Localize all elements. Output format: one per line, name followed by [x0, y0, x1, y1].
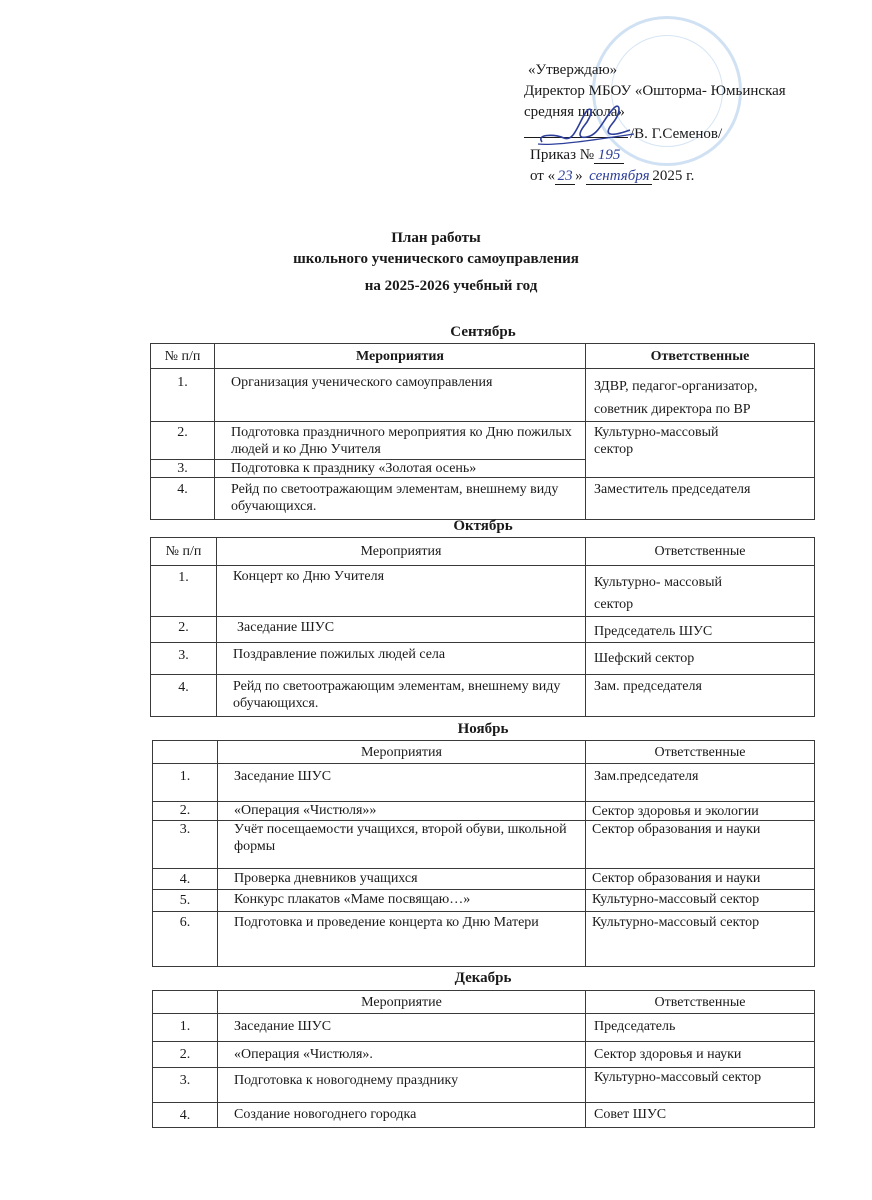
row-number: 3. [153, 1068, 218, 1103]
row-event: Конкурс плакатов «Маме посвящаю…» [218, 890, 586, 912]
table-row [153, 821, 815, 869]
header-responsible: Ответственные [586, 538, 815, 566]
approval-director-line: Директор МБОУ «Ошторма- Юмьинская [524, 83, 786, 99]
row-event: Заседание ШУС [217, 617, 586, 643]
row-number: 3. [151, 460, 215, 478]
row-responsible: Председатель [586, 1014, 815, 1042]
row-responsible: Сектор здоровья и науки [586, 1042, 815, 1068]
row-number: 1. [153, 1014, 218, 1042]
row-event: «Операция «Чистюля»» [218, 802, 586, 821]
header-number: № п/п [151, 538, 217, 566]
row-number: 4. [151, 675, 217, 717]
row-number: 3. [153, 821, 218, 869]
table-row [153, 802, 815, 821]
row-number: 2. [153, 802, 218, 821]
row-event: Учёт посещаемости учащихся, второй обуви, школьной формы [218, 821, 586, 869]
row-event: Проверка дневников учащихся [218, 869, 586, 890]
table-row [151, 478, 815, 520]
header-events: Мероприятия [215, 344, 586, 369]
table-row [153, 890, 815, 912]
approval-signer: /В. Г.Семенов/ [630, 126, 723, 142]
month-heading-september: Сентябрь [450, 324, 516, 340]
row-number: 1. [151, 566, 217, 617]
row-number: 2. [151, 617, 217, 643]
plan-subtitle: школьного ученического самоуправления [293, 251, 579, 267]
date-mid: » [575, 168, 583, 184]
order-label: Приказ № [530, 147, 595, 163]
approval-date-line [524, 166, 854, 187]
date-year: 2025 г. [652, 168, 695, 184]
table-row [151, 617, 815, 643]
row-number: 4. [151, 478, 215, 520]
row-responsible: Сектор здоровья и экологии [586, 802, 815, 821]
row-event: Организация ученического самоуправления [215, 369, 586, 422]
row-event: Рейд по светоотражающим элементам, внешнему виду обучающихся. [215, 478, 586, 520]
row-responsible: Зам.председателя [586, 764, 815, 802]
row-responsible: Председатель ШУС [586, 617, 815, 643]
table-row [153, 1103, 815, 1128]
row-responsible: Заместитель председателя [586, 478, 815, 520]
table-september [150, 343, 815, 520]
table-row [151, 422, 815, 460]
row-event: Подготовка праздничного мероприятия ко Дню пожилых людей и ко Дню Учителя [215, 422, 586, 460]
row-event: Создание новогоднего городка [218, 1103, 586, 1128]
table-row [153, 912, 815, 967]
header-number [153, 991, 218, 1014]
row-responsible: Сектор образования и науки [586, 869, 815, 890]
table-row [153, 1014, 815, 1042]
row-number: 2. [153, 1042, 218, 1068]
approval-school-line: средняя школа» [524, 104, 625, 120]
month-heading-november: Ноябрь [457, 721, 509, 737]
table-header-row [151, 538, 815, 566]
row-event: Заседание ШУС [218, 1014, 586, 1042]
approval-heading: «Утверждаю» [528, 62, 618, 78]
date-prefix: от « [530, 168, 556, 184]
row-event: «Операция «Чистюля». [218, 1042, 586, 1068]
table-row [151, 675, 815, 717]
row-responsible: Зам. председателя [586, 675, 815, 717]
table-row [151, 369, 815, 422]
header-events: Мероприятия [217, 538, 586, 566]
header-number [153, 741, 218, 764]
table-october [150, 537, 815, 717]
header-number: № п/п [151, 344, 215, 369]
row-event: Поздравление пожилых людей села [217, 643, 586, 675]
row-responsible: Сектор образования и науки [586, 821, 815, 869]
table-header-row [153, 741, 815, 764]
table-row [153, 869, 815, 890]
row-responsible: Шефский сектор [586, 643, 815, 675]
date-month: сентября [586, 168, 652, 185]
month-heading-december: Декабрь [454, 970, 512, 986]
row-responsible: Культурно-массовый сектор [586, 912, 815, 967]
table-row [153, 1042, 815, 1068]
director-signature [534, 104, 644, 148]
row-number: 2. [151, 422, 215, 460]
row-event: Подготовка к празднику «Золотая осень» [215, 460, 586, 478]
row-event: Заседание ШУС [218, 764, 586, 802]
row-number: 1. [151, 369, 215, 422]
row-event: Подготовка и проведение концерта ко Дню Матери [218, 912, 586, 967]
row-responsible: Культурно-массовый сектор [586, 890, 815, 912]
plan-title: План работы [391, 230, 481, 246]
row-number: 4. [153, 1103, 218, 1128]
row-event: Концерт ко Дню Учителя [217, 566, 586, 617]
date-day: 23 [555, 168, 575, 185]
header-events: Мероприятия [218, 741, 586, 764]
approval-order-line [524, 145, 854, 166]
row-number: 5. [153, 890, 218, 912]
row-number: 4. [153, 869, 218, 890]
table-header-row [151, 344, 815, 369]
row-responsible: Культурно- массовый сектор [586, 566, 815, 617]
header-responsible: Ответственные [586, 991, 815, 1014]
plan-year: на 2025-2026 учебный год [364, 278, 538, 294]
row-number: 1. [153, 764, 218, 802]
header-responsible: Ответственные [586, 344, 815, 369]
row-responsible: ЗДВР, педагог-организатор, советник директора по ВР [586, 369, 815, 422]
row-event: Рейд по светоотражающим элементам, внешнему виду обучающихся. [217, 675, 586, 717]
order-number: 195 [594, 147, 624, 164]
table-row [151, 643, 815, 675]
table-row [153, 1068, 815, 1103]
row-number: 6. [153, 912, 218, 967]
table-december [152, 990, 815, 1128]
table-header-row [153, 991, 815, 1014]
row-responsible: Культурно-массовый сектор [586, 1068, 815, 1103]
month-heading-october: Октябрь [453, 518, 513, 534]
row-responsible: Культурно-массовый сектор [586, 422, 815, 478]
table-row [153, 764, 815, 802]
row-responsible: Совет ШУС [586, 1103, 815, 1128]
row-number: 3. [151, 643, 217, 675]
row-event: Подготовка к новогоднему празднику [218, 1068, 586, 1103]
table-row [151, 566, 815, 617]
header-responsible: Ответственные [586, 741, 815, 764]
table-november [152, 740, 815, 967]
header-events: Мероприятие [218, 991, 586, 1014]
